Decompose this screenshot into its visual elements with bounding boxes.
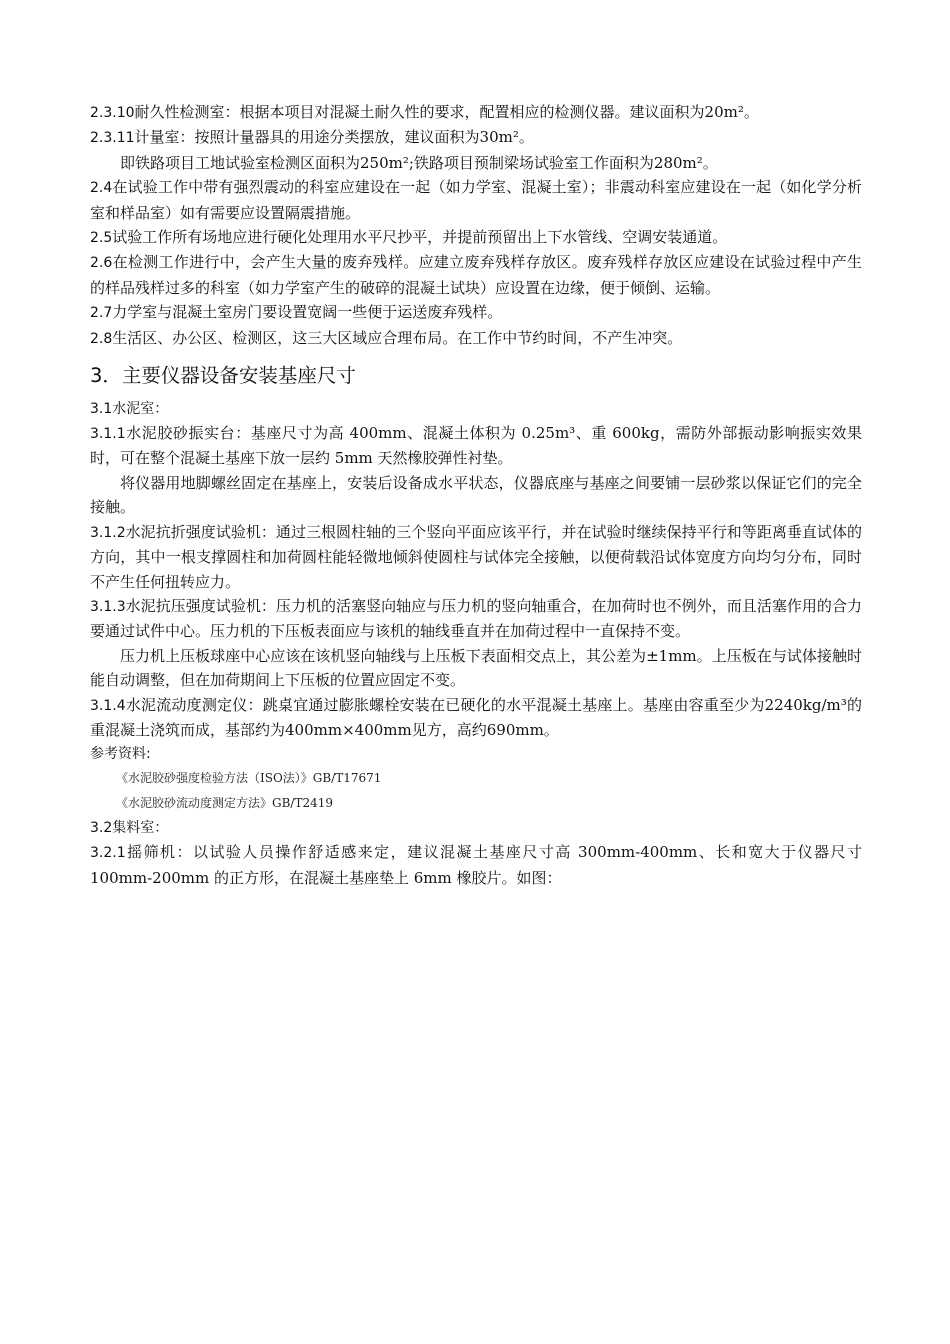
paragraph-area-summary: 即铁路项目工地试验室检测区面积为250m²;铁路项目预制梁场试验室工作面积为280m²。 <box>120 153 718 172</box>
paragraph-2-8: 2.8生活区、办公区、检测区，这三大区域应合理布局。在工作中节约时间，不产生冲突。 <box>90 328 683 347</box>
subheading-3-2: 3.2集料室： <box>90 820 169 837</box>
paragraph-3-1-3-cont: 压力机上压板球座中心应该在该机竖向轴线与上压板下表面相交点上，其公差为±1mm。上压板在与试体接触时能自动调整，但在加荷期间上下压板的位置应固定不变。 <box>90 646 862 690</box>
paragraph-3-1-4: 3.1.4水泥流动度测定仪：跳桌宜通过膨胀螺栓安装在已硬化的水平混凝土基座上。基座由容重至少为2240kg/m³的重混凝土浇筑而成，基部约为400mm×400mm见方，高约690mm。 <box>90 695 862 739</box>
paragraph-3-1-1: 3.1.1水泥胶砂振实台：基座尺寸为高 400mm、混凝土体积为 0.25m³、重 600kg，需防外部振动影响振实效果时，可在整个混凝土基座下放一层约 5mm 天然橡胶弹性衬垫。 <box>90 424 862 468</box>
paragraph-2-5: 2.5试验工作所有场地应进行硬化处理用水平尺抄平，并提前预留出上下水管线、空调安装通道。 <box>90 228 728 247</box>
section-3-heading: 3．主要仪器设备安装基座尺寸 <box>90 364 356 388</box>
document-page <box>90 100 862 890</box>
paragraph-3-1-2: 3.1.2水泥抗折强度试验机：通过三根圆柱轴的三个竖向平面应该平行，并在试验时继续保持平行和等距离垂直试体的方向，其中一根支撑圆柱和加荷圆柱能轻微地倾斜使圆柱与试体完全接触，以便荷载沿试体宽度方向均匀分布，同时不产生任何扭转应力。 <box>90 522 862 591</box>
subheading-3-1: 3.1水泥室： <box>90 401 169 418</box>
paragraph-2-7: 2.7力学室与混凝土室房门要设置宽阔一些便于运送废弃残样。 <box>90 303 503 322</box>
paragraph-2-4: 2.4在试验工作中带有强烈震动的科室应建设在一起（如力学室、混凝土室）；非震动科室应建设在一起（如化学分析室和样品室）如有需要应设置隔震措施。 <box>90 178 862 222</box>
paragraph-2-3-11: 2.3.11计量室：按照计量器具的用途分类摆放，建议面积为30m²。 <box>90 128 534 147</box>
reference-item: 《水泥胶砂流动度测定方法》GB/T2419 <box>116 796 333 811</box>
reference-item: 《水泥胶砂强度检验方法（ISO法）》GB/T17671 <box>116 771 382 786</box>
paragraph-3-1-1-cont: 将仪器用地脚螺丝固定在基座上，安装后设备成水平状态，仪器底座与基座之间要铺一层砂浆以保证它们的完全接触。 <box>90 473 862 517</box>
references-label: 参考资料: <box>90 746 151 763</box>
paragraph-2-3-10: 2.3.10耐久性检测室：根据本项目对混凝土耐久性的要求，配置相应的检测仪器。建议面积为20m²。 <box>90 103 759 121</box>
paragraph-3-2-1: 3.2.1摇筛机：以试验人员操作舒适感来定，建议混凝土基座尺寸高 300mm-400mm、长和宽大于仪器尺寸100mm-200mm 的正方形，在混凝土基座垫上 6mm 橡胶片。如图： <box>90 843 862 887</box>
paragraph-2-6: 2.6在检测工作进行中，会产生大量的废弃残样。应建立废弃残样存放区。废弃残样存放区应建设在试验过程中产生的样品残样过多的科室（如力学室产生的破碎的混凝土试块）应设置在边缘，便于倾倒、运输。 <box>90 253 862 297</box>
paragraph-3-1-3: 3.1.3水泥抗压强度试验机：压力机的活塞竖向轴应与压力机的竖向轴重合，在加荷时也不例外，而且活塞作用的合力要通过试件中心。压力机的下压板表面应与该机的轴线垂直并在加荷过程中一直保持不变。 <box>90 596 862 641</box>
